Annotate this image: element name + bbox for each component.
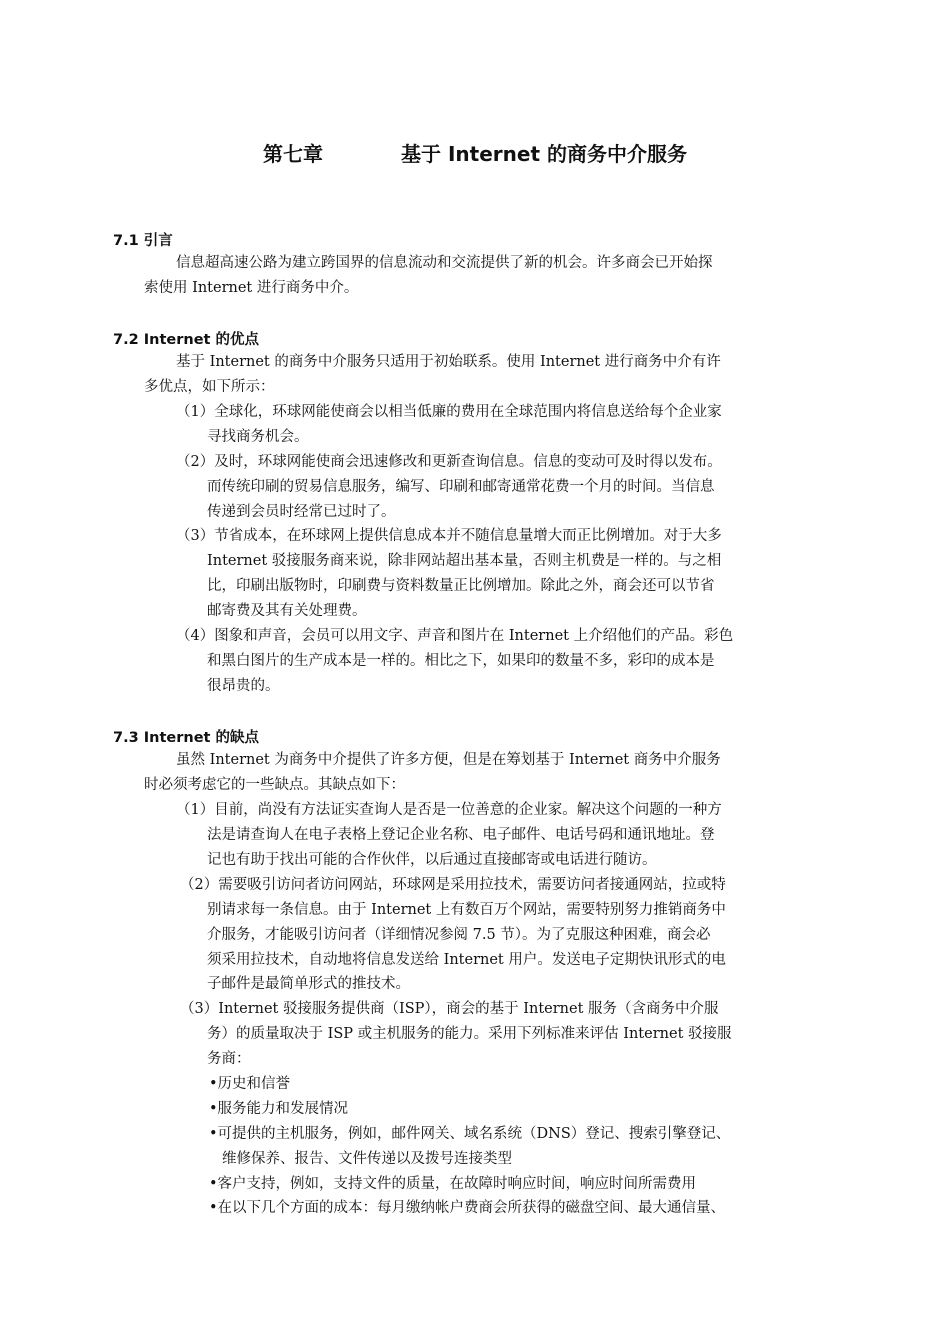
list-item-continuation: 比，印刷出版物时，印刷费与资料数量正比例增加。除此之外，商会还可以节省 — [207, 578, 715, 594]
paragraph-line: 索使用 Internet 进行商务中介。 — [144, 280, 359, 296]
paragraph-line: 多优点，如下所示： — [144, 379, 275, 395]
list-item-continuation: 须采用拉技术，自动地将信息发送给 Internet 用户。发送电子定期快讯形式的电 — [207, 952, 726, 968]
chapter-title — [0, 138, 950, 167]
list-item-continuation: 记也有助于找出可能的合作伙伴，以后通过直接邮寄或电话进行随访。 — [207, 852, 657, 868]
list-item: （3）节省成本，在环球网上提供信息成本并不随信息量增大而正比例增加。对于大多 — [176, 528, 722, 544]
list-item-continuation: 传递到会员时经常已过时了。 — [207, 504, 396, 520]
paragraph-line: 信息超高速公路为建立跨国界的信息流动和交流提供了新的机会。许多商会已开始探 — [176, 255, 713, 271]
list-item-continuation: 法是请查询人在电子表格上登记企业名称、电子邮件、电话号码和通讯地址。登 — [207, 827, 715, 843]
list-item: （4）图象和声音，会员可以用文字、声音和图片在 Internet 上介绍他们的产品。彩色 — [176, 628, 734, 644]
list-item-continuation: Internet 驳接服务商来说，除非网站超出基本量，否则主机费是一样的。与之相 — [207, 553, 722, 569]
chapter-number: 第七章 — [263, 142, 324, 166]
bullet-item: •服务能力和发展情况 — [209, 1101, 349, 1117]
chapter-name: 基于 Internet 的商务中介服务 — [401, 142, 687, 166]
bullet-item: •可提供的主机服务，例如，邮件网关、域名系统（DNS）登记、搜索引擎登记、 — [209, 1126, 731, 1142]
list-item-continuation: 寻找商务机会。 — [207, 429, 309, 445]
section-heading-7-2: 7.2 Internet 的优点 — [113, 332, 260, 348]
list-item-continuation: 务商： — [207, 1051, 251, 1067]
list-item: （3）Internet 驳接服务提供商（ISP），商会的基于 Internet 服务（含商务中介服 — [180, 1001, 719, 1017]
list-item-continuation: 务）的质量取决于 ISP 或主机服务的能力。采用下列标准来评估 Internet 驳接服 — [207, 1026, 732, 1042]
list-item: （1）目前，尚没有方法证实查询人是否是一位善意的企业家。解决这个问题的一种方 — [176, 802, 722, 818]
list-item-continuation: 子邮件是最简单形式的推技术。 — [207, 976, 410, 992]
bullet-item-continuation: 维修保养、报告、文件传递以及拨号连接类型 — [222, 1151, 512, 1167]
list-item-continuation: 邮寄费及其有关处理费。 — [207, 603, 367, 619]
list-item-continuation: 和黑白图片的生产成本是一样的。相比之下，如果印的数量不多，彩印的成本是 — [207, 653, 715, 669]
bullet-item: •客户支持，例如，支持文件的质量，在故障时响应时间，响应时间所需费用 — [209, 1176, 697, 1192]
section-heading-7-1: 7.1 引言 — [113, 233, 173, 249]
section-heading-7-3: 7.3 Internet 的缺点 — [113, 730, 260, 746]
list-item: （2）需要吸引访问者访问网站，环球网是采用拉技术，需要访问者接通网站，拉或特 — [180, 877, 726, 893]
list-item-continuation: 介服务，才能吸引访问者（详细情况参阅 7.5 节）。为了克服这种困难，商会必 — [207, 927, 711, 943]
paragraph-line: 基于 Internet 的商务中介服务只适用于初始联系。使用 Internet 进行商务中介有许 — [176, 354, 721, 370]
list-item: （2）及时，环球网能使商会迅速修改和更新查询信息。信息的变动可及时得以发布。 — [176, 454, 722, 470]
bullet-item: •在以下几个方面的成本：每月缴纳帐户费商会所获得的磁盘空间、最大通信量、 — [209, 1200, 726, 1216]
bullet-item: •历史和信誉 — [209, 1076, 291, 1092]
paragraph-line: 时必须考虑它的一些缺点。其缺点如下： — [144, 777, 405, 793]
list-item-continuation: 很昂贵的。 — [207, 678, 280, 694]
list-item-continuation: 而传统印刷的贸易信息服务，编写、印刷和邮寄通常花费一个月的时间。当信息 — [207, 479, 715, 495]
list-item-continuation: 别请求每一条信息。由于 Internet 上有数百万个网站，需要特别努力推销商务中 — [207, 902, 726, 918]
list-item: （1）全球化，环球网能使商会以相当低廉的费用在全球范围内将信息送给每个企业家 — [176, 404, 722, 420]
paragraph-line: 虽然 Internet 为商务中介提供了许多方便，但是在筹划基于 Internet 商务中介服务 — [176, 752, 721, 768]
